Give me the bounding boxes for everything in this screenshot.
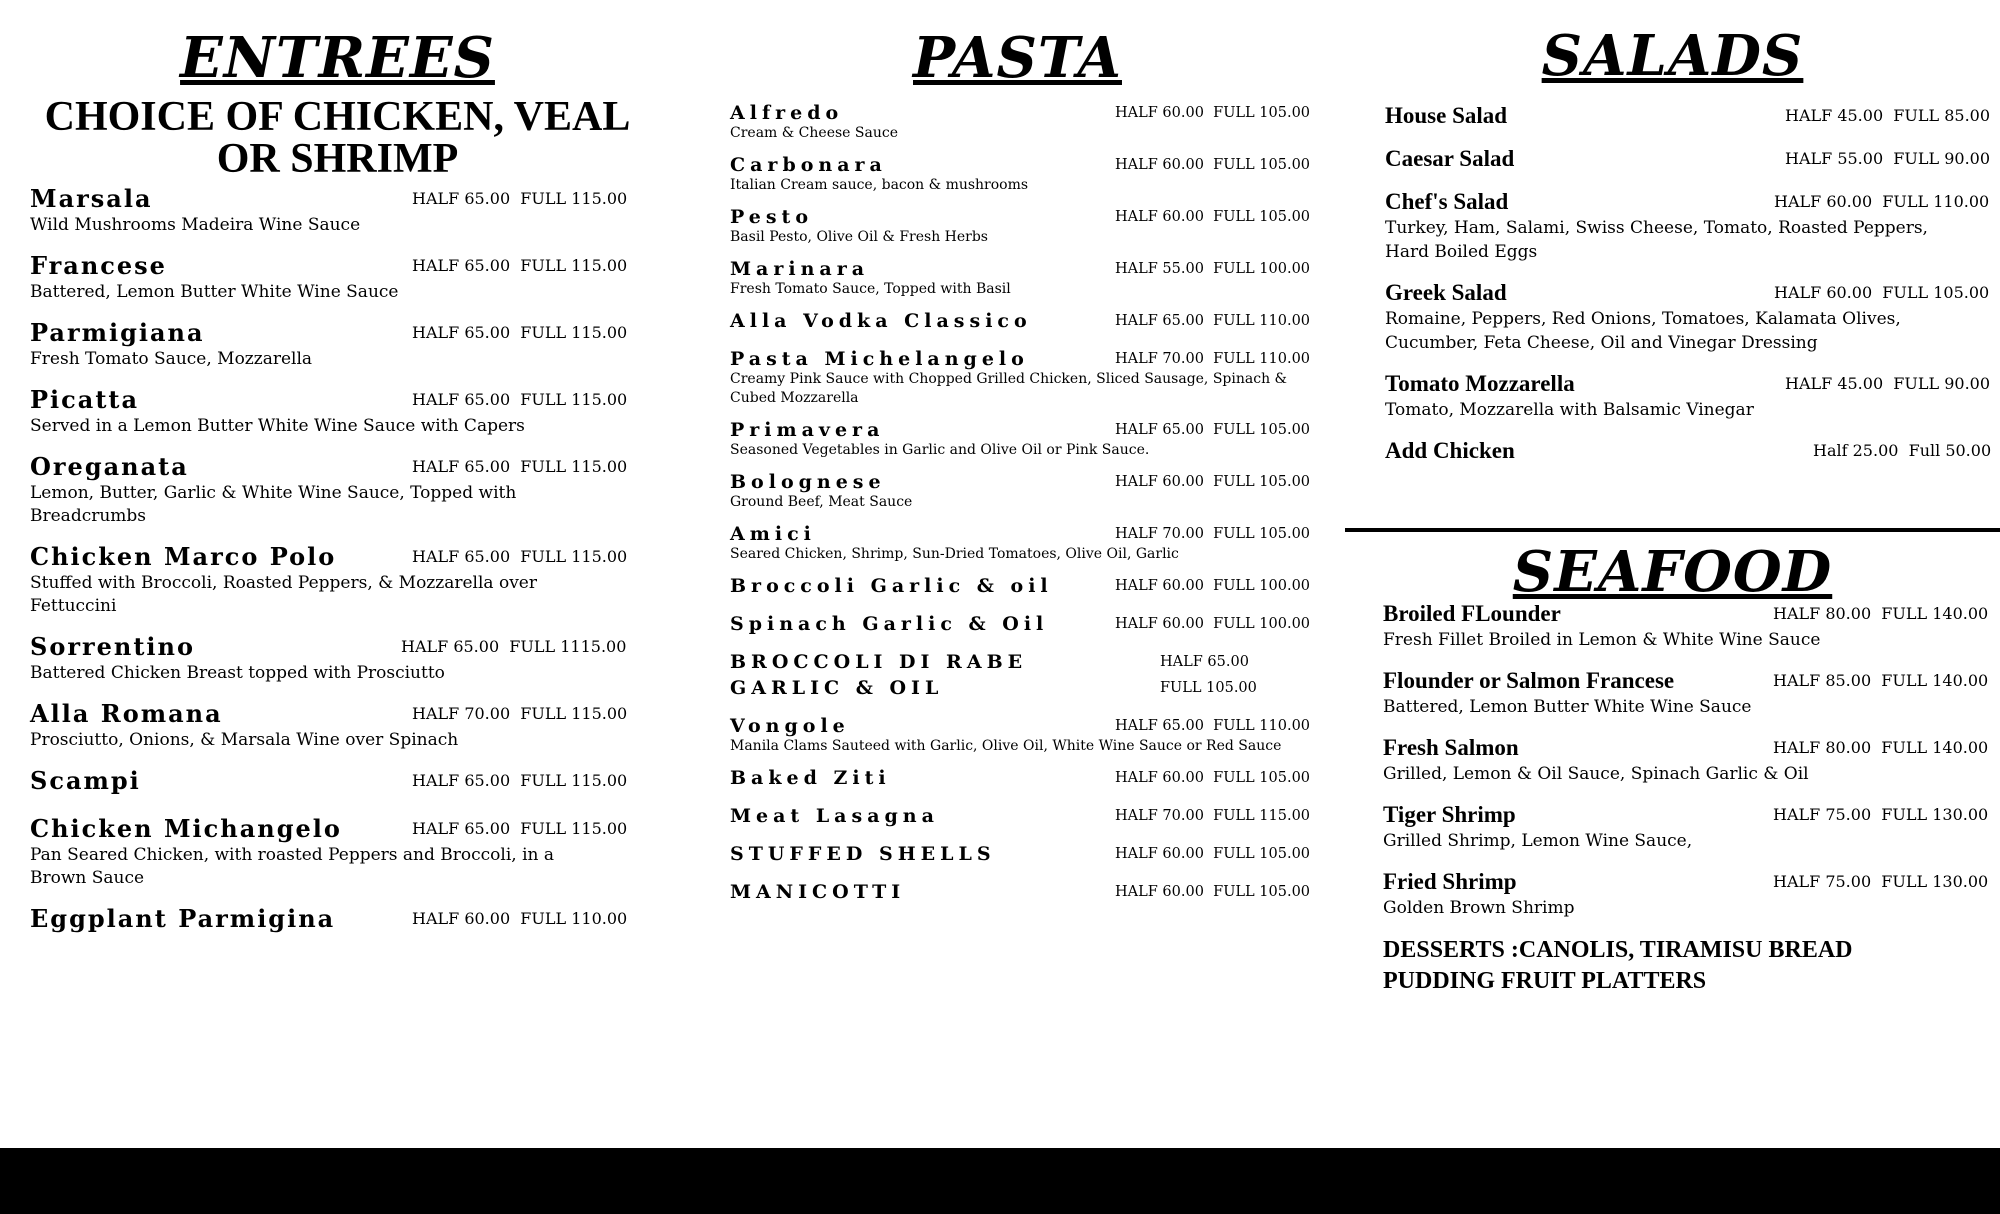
item-description: Grilled Shrimp, Lemon Wine Sauce, [1383,831,1693,851]
menu-item [730,715,1311,756]
item-name: Alfredo [730,102,844,124]
item-description: Wild Mushrooms Madeira Wine Sauce [30,215,361,235]
item-name: Chef's Salad [1385,189,1509,214]
item-price: HALF 60.00 FULL 105.00 [1115,157,1311,173]
item-price: HALF 60.00 FULL 105.00 [1774,283,1990,302]
item-name: Eggplant Parmigina [30,904,336,933]
item-name: Marinara [730,258,870,280]
item-name: Flounder or Salmon Francese [1383,668,1675,693]
item-name: Francese [30,251,167,280]
item-price: HALF 80.00 FULL 140.00 [1773,738,1989,757]
item-price: HALF 60.00 FULL 105.00 [1115,474,1311,490]
item-price: HALF 60.00 FULL 100.00 [1115,616,1311,632]
item-name: Spinach Garlic & Oil [730,613,1049,635]
item-name: Greek Salad [1385,280,1507,305]
seafood-title: SEAFOOD [1512,539,1833,605]
item-price-full: FULL 105.00 [1160,680,1257,696]
menu-item [1385,370,2000,422]
item-description: Basil Pesto, Olive Oil & Fresh Herbs [730,229,988,245]
item-name-line2: GARLIC & OIL [730,677,944,699]
menu-item [30,632,645,685]
menu-item [1385,437,2000,465]
item-price: HALF 65.00 FULL 115.00 [412,771,628,790]
item-name: Vongole [730,715,850,737]
item-name: Amici [730,523,816,545]
menu-item [30,542,645,618]
pasta-list [730,102,1311,903]
menu-item [730,767,1311,789]
item-price: HALF 85.00 FULL 140.00 [1773,671,1989,690]
item-name: Carbonara [730,154,887,176]
item-price: HALF 65.00 FULL 110.00 [1115,718,1311,734]
item-name: House Salad [1385,103,1508,128]
menu-item [730,102,1311,143]
item-description: Fresh Fillet Broiled in Lemon & White Wine Sauce [1383,630,1821,650]
item-price: HALF 60.00 FULL 105.00 [1115,770,1311,786]
menu-item [30,385,645,438]
item-name: Scampi [30,766,141,795]
menu-item [30,318,645,371]
item-name: Alla Romana [30,699,223,728]
item-price: HALF 75.00 FULL 130.00 [1773,872,1989,891]
item-description: Fresh Tomato Sauce, Mozzarella [30,349,313,369]
menu-item [30,766,645,796]
item-name: Pesto [730,206,814,228]
pasta-title: PASTA [913,25,1122,91]
item-name: Pasta Michelangelo [730,348,1029,370]
item-name: Sorrentino [30,632,196,661]
item-name: Tiger Shrimp [1383,802,1516,827]
item-name: Add Chicken [1385,438,1515,463]
menu-item [730,575,1311,597]
item-price: HALF 65.00 FULL 115.00 [412,457,628,476]
entrees-section [30,0,645,948]
item-description: Manila Clams Sauteed with Garlic, Olive Oil, White Wine Sauce or Red Sauce [730,738,1282,754]
item-price: HALF 65.00 FULL 110.00 [1115,313,1311,329]
menu-item [1383,801,2000,853]
menu-item [1383,667,2000,719]
item-price: HALF 70.00 FULL 115.00 [412,704,628,723]
desserts-note: DESSERTS :CANOLIS, TIRAMISU BREAD PUDDING FRUIT PLATTERS [1383,937,1853,994]
item-name: Fresh Salmon [1383,735,1519,760]
item-name: Alla Vodka Classico [730,310,1032,332]
menu-item [1383,868,2000,920]
item-name: Broiled FLounder [1383,601,1561,626]
item-price: HALF 70.00 FULL 105.00 [1115,526,1311,542]
item-price: Half 25.00 Full 50.00 [1813,441,1992,460]
item-description: Golden Brown Shrimp [1383,898,1575,918]
item-name: Picatta [30,385,140,414]
item-name: Baked Ziti [730,767,891,789]
item-name: Broccoli Garlic & oil [730,575,1053,597]
item-price: HALF 80.00 FULL 140.00 [1773,604,1989,623]
salads-title: SALADS [1541,23,1804,89]
item-price: HALF 65.00 FULL 115.00 [412,547,628,566]
entrees-list [30,184,645,934]
menu-item [730,613,1311,635]
menu-item [30,184,645,237]
seafood-section [1345,540,2000,997]
menu-item [730,419,1311,460]
item-price: HALF 70.00 FULL 110.00 [1115,351,1311,367]
item-price: HALF 65.00 FULL 115.00 [412,323,628,342]
menu-item [30,904,645,934]
item-description: Battered, Lemon Butter White Wine Sauce [1383,697,1752,717]
menu-item [730,471,1311,512]
item-name: Primavera [730,419,885,441]
item-description: Battered Chicken Breast topped with Prosciutto [30,663,445,683]
item-name: Bolognese [730,471,886,493]
item-name: Parmigiana [30,318,205,347]
menu-item [730,206,1311,247]
item-name: Tomato Mozzarella [1385,371,1575,396]
menu-item [730,310,1311,332]
item-price: HALF 60.00 FULL 105.00 [1115,105,1311,121]
menu-item [30,814,645,890]
item-price: HALF 60.00 FULL 105.00 [1115,846,1311,862]
item-price: HALF 60.00 FULL 100.00 [1115,578,1311,594]
item-price: HALF 60.00 FULL 105.00 [1115,884,1311,900]
item-description: Stuffed with Broccoli, Roasted Peppers, & Mozzarella over Fettuccini [30,573,537,616]
menu-item [1385,102,2000,130]
item-price: HALF 60.00 FULL 110.00 [1774,192,1990,211]
item-price: HALF 65.00 FULL 115.00 [412,390,628,409]
item-price: HALF 65.00 FULL 115.00 [412,256,628,275]
item-price: HALF 70.00 FULL 115.00 [1115,808,1311,824]
menu-item [730,523,1311,564]
item-description: Ground Beef, Meat Sauce [730,494,913,510]
item-name: MANICOTTI [730,881,906,903]
item-description: Seasoned Vegetables in Garlic and Olive Oil or Pink Sauce. [730,442,1150,458]
item-description: Lemon, Butter, Garlic & White Wine Sauce, Topped with Breadcrumbs [30,483,517,526]
item-name: Oreganata [30,452,189,481]
item-price: HALF 65.00 FULL 115.00 [412,819,628,838]
menu-item [1383,734,2000,786]
item-description: Fresh Tomato Sauce, Topped with Basil [730,281,1011,297]
menu-item [730,154,1311,195]
item-name: Meat Lasagna [730,805,939,827]
item-description: Romaine, Peppers, Red Onions, Tomatoes, Kalamata Olives, Cucumber, Feta Cheese, Oil and Vinegar Dressing [1385,309,1901,353]
item-price: HALF 45.00 FULL 90.00 [1785,374,1991,393]
item-description: Creamy Pink Sauce with Chopped Grilled Chicken, Sliced Sausage, Spinach & Cubed Mozzarella [730,371,1287,406]
entrees-title: ENTREES [180,25,495,91]
item-price: HALF 75.00 FULL 130.00 [1773,805,1989,824]
item-price: HALF 65.00 FULL 1115.00 [401,637,627,656]
bottom-bar [0,1148,2000,1214]
item-price: HALF 55.00 FULL 100.00 [1115,261,1311,277]
menu-item [1385,188,2000,264]
item-price: HALF 65.00 FULL 105.00 [1115,422,1311,438]
menu-item [730,843,1311,865]
item-name: Chicken Michangelo [30,814,342,843]
item-name: STUFFED SHELLS [730,843,996,865]
item-price: HALF 55.00 FULL 90.00 [1785,149,1991,168]
item-description: Seared Chicken, Shrimp, Sun-Dried Tomatoes, Olive Oil, Garlic [730,546,1179,562]
item-name: BROCCOLI DI RABE [730,651,1028,673]
pasta-section [730,0,1311,919]
item-description: Grilled, Lemon & Oil Sauce, Spinach Garlic & Oil [1383,764,1809,784]
menu-item [30,699,645,752]
menu-item [730,881,1311,903]
seafood-list [1345,600,2000,920]
item-price: HALF 60.00 FULL 110.00 [412,909,628,928]
item-price-half: HALF 65.00 [1160,654,1249,670]
item-description: Pan Seared Chicken, with roasted Peppers and Broccoli, in a Brown Sauce [30,845,555,888]
item-description: Prosciutto, Onions, & Marsala Wine over Spinach [30,730,459,750]
menu-item [1385,145,2000,173]
menu-item [730,258,1311,299]
menu-item [1385,279,2000,355]
item-description: Served in a Lemon Butter White Wine Sauce with Capers [30,416,525,436]
menu-item [30,251,645,304]
item-price: HALF 45.00 FULL 85.00 [1785,106,1991,125]
item-description: Battered, Lemon Butter White Wine Sauce [30,282,399,302]
salads-section [1345,0,2000,480]
item-description: Turkey, Ham, Salami, Swiss Cheese, Tomato, Roasted Peppers, Hard Boiled Eggs [1385,218,1928,262]
menu-item [730,348,1311,408]
item-price: HALF 60.00 FULL 105.00 [1115,209,1311,225]
menu-item [1383,600,2000,652]
item-description: Italian Cream sauce, bacon & mushrooms [730,177,1029,193]
item-description: Tomato, Mozzarella with Balsamic Vinegar [1385,400,1754,420]
menu-item [730,805,1311,827]
item-name: Chicken Marco Polo [30,542,337,571]
item-name: Fried Shrimp [1383,869,1517,894]
item-price: HALF 65.00 FULL 115.00 [412,189,628,208]
item-name: Marsala [30,184,153,213]
entrees-subtitle: CHOICE OF CHICKEN, VEAL OR SHRIMP [44,94,631,182]
menu-item [30,452,645,528]
section-divider [1345,528,2000,532]
menu-item-broccoli-rabe [730,651,1305,699]
salads-list [1345,102,2000,465]
item-name: Caesar Salad [1385,146,1515,171]
item-description: Cream & Cheese Sauce [730,125,898,141]
